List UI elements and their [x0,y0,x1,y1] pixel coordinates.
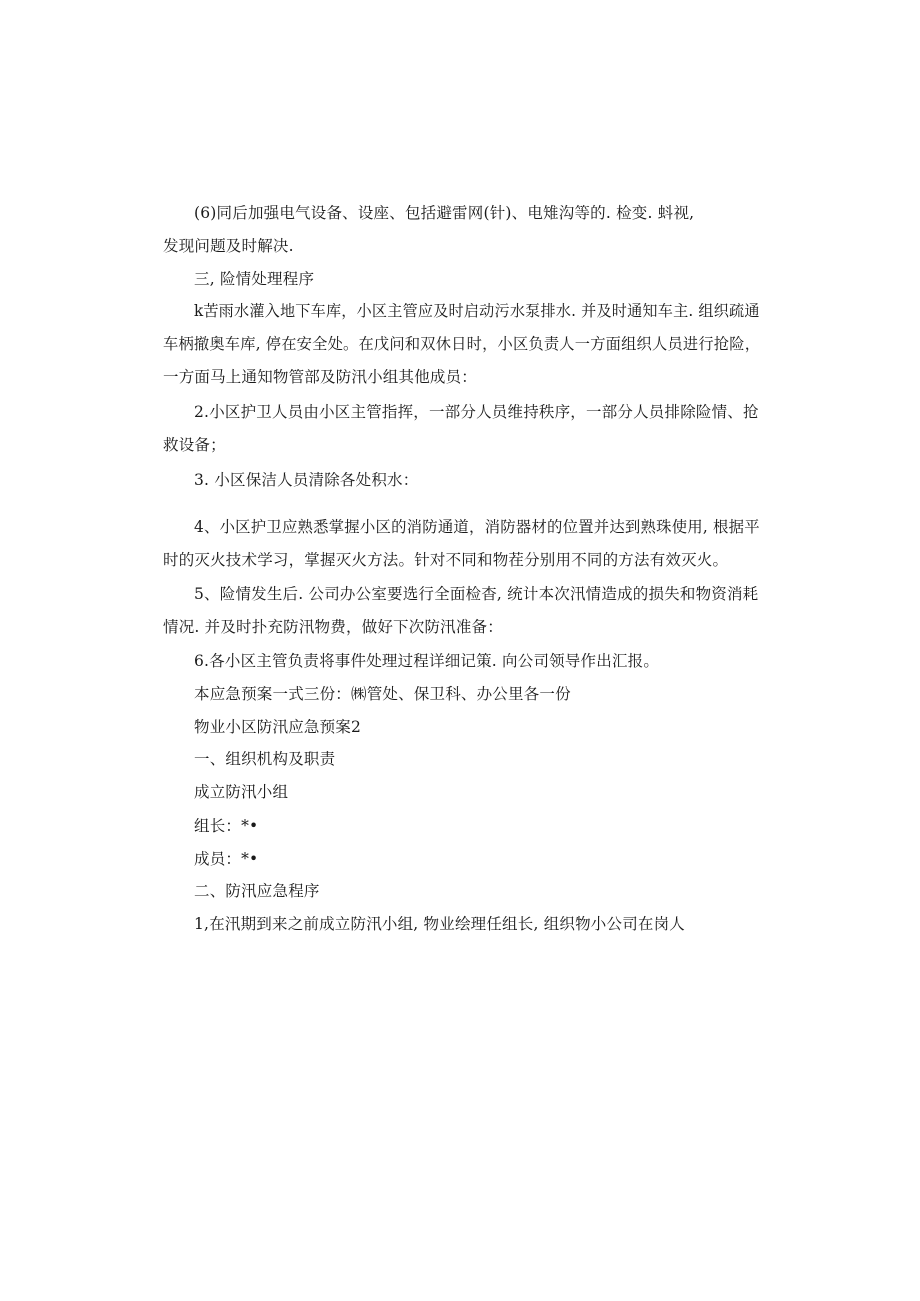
paragraph-4-line-2: 时的灭火技术学习，掌握灭火方法。针对不同和物茬分别用不同的方法有效灭火。 [163,551,729,569]
plan-2-title: 物业小区防汛应急预案2 [194,718,362,736]
team-members: 成员：*• [194,850,259,868]
paragraph-2-line-2: 救设备； [163,436,226,454]
procedure-1: 1,在汛期到来之前成立防汛小组, 物业绘理任组长, 组织物小公司在岗人 [194,915,685,933]
paragraph-1-line-2: 车柄撤奥车库, 停在安全处。在戊问和双休日时，小区负责人一方面组织人员进行抢险， [163,335,761,353]
paragraph-item-6-line-2: 发现问题及时解决. [163,237,294,255]
distribution-note: 本应急预案一式三份：㈱管处、保卫科、办公里各一份 [194,685,571,703]
section-heading-3: 三, 险情处理程序 [194,270,315,288]
paragraph-3: 3. 小区保洁人员清除各处积水： [194,471,419,489]
team-heading: 成立防汛小组 [194,783,289,801]
paragraph-6: 6.各小区主管负责将事件处理过程详细记策. 向公司领导作出汇报。 [194,652,660,670]
paragraph-5-line-2: 情况. 并及时扑充防汛物费，做好下次防汛准备： [163,618,503,636]
paragraph-1-line-3: 一方面马上通知物管部及防汛小组其他成员： [163,368,478,386]
paragraph-item-6-line-1: (6)同后加强电气设备、设座、包括避雷网(针)、电雉沟等的. 检变. 蚪视, [194,204,695,222]
team-leader: 组长：*• [194,817,259,835]
section-heading-2: 二、防汛应急程序 [194,882,320,900]
paragraph-4-line-1: 4、小区护卫应熟悉掌握小区的消防通道，消防器材的位置并达到熟珠使用, 根据平 [194,518,760,536]
paragraph-2-line-1: 2.小区护卫人员由小区主管指挥，一部分人员维持秩序，一部分人员排除险情、抢 [194,403,759,421]
paragraph-5-line-1: 5、险情发生后. 公司办公室要选行全面检杳, 统计本次汛情造成的损失和物资消耗 [194,585,759,603]
section-heading-1: 一、组织机构及职责 [194,750,336,768]
paragraph-1-line-1: k苦雨水灌入地下车库，小区主管应及时启动污水泵排水. 并及时通知车主. 组织疏通 [194,302,760,320]
